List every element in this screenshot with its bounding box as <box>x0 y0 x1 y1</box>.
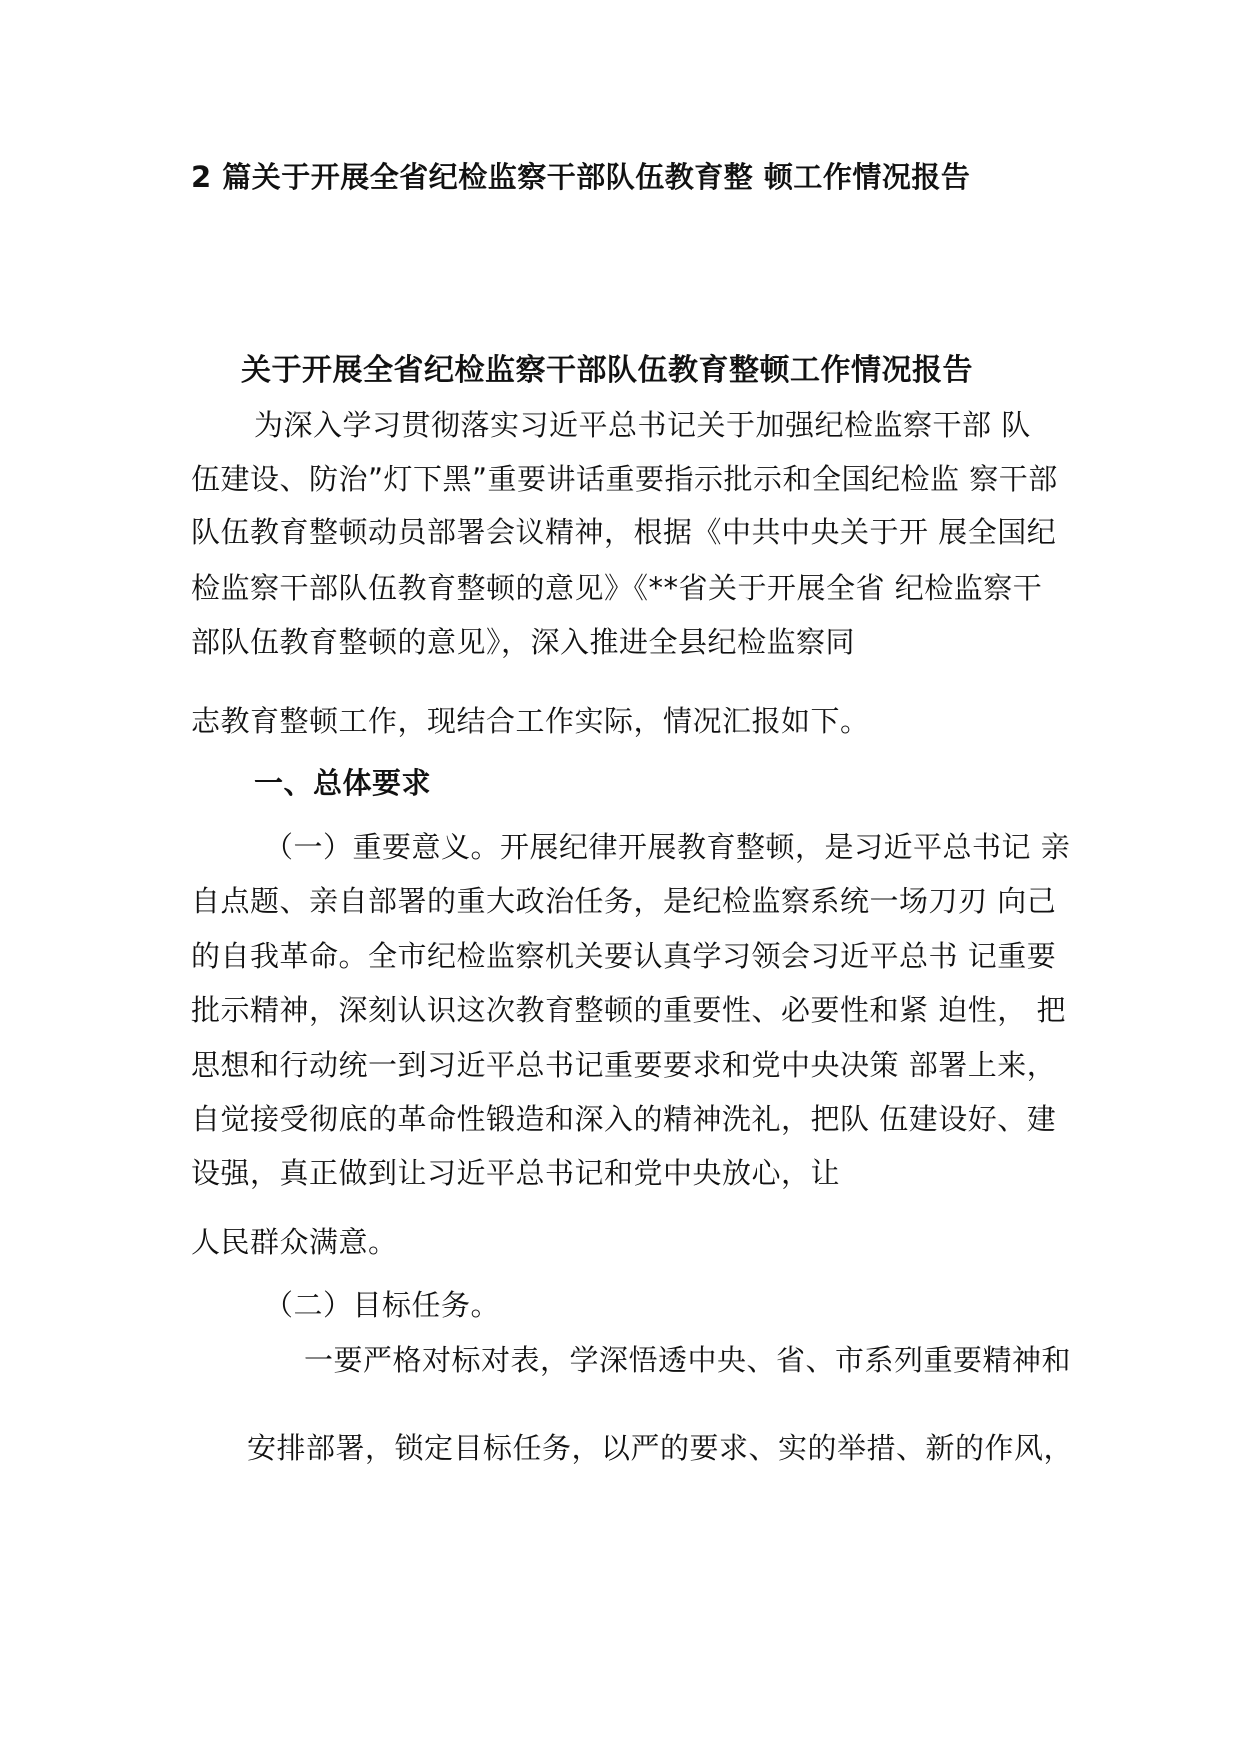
document-title: 2 篇关于开展全省纪检监察干部队伍教育整 顿工作情况报告 <box>191 160 971 194</box>
subsection-1-line-5: 思想和行动统一到习近平总书记重要要求和党中央决策 部署上来， <box>191 1048 1057 1082</box>
section-heading-1: 一、总体要求 <box>254 766 432 800</box>
subsection-1-line-2: 自点题、亲自部署的重大政治任务，是纪检监察系统一场刀刃 向己 <box>191 884 1057 918</box>
subsection-1-line-3: 的自我革命。全市纪检监察机关要认真学习领会习近平总书 记重要 <box>191 939 1057 973</box>
subsection-1-line-4: 批示精神，深刻认识这次教育整顿的重要性、必要性和紧 迫性， 把 <box>191 993 1066 1027</box>
subsection-2-line-1: 一要严格对标对表，学深悟透中央、省、市系列重要精神和 <box>304 1343 1072 1377</box>
subsection-2-heading: （二）目标任务。 <box>264 1288 501 1322</box>
subsection-2-line-2: 安排部署，锁定目标任务，以严的要求、实的举措、新的作风， <box>247 1431 1074 1465</box>
intro-line-4: 检监察干部队伍教育整顿的意见》《**省关于开展全省 纪检监察干 <box>191 571 1043 605</box>
intro-line-2: 伍建设、防治”灯下黑”重要讲话重要指示批示和全国纪检监 察干部 <box>191 462 1058 496</box>
intro-line-1: 为深入学习贯彻落实习近平总书记关于加强纪检监察干部 队 <box>254 408 1031 442</box>
subsection-1-line-6: 自觉接受彻底的革命性锻造和深入的精神洗礼，把队 伍建设好、建 <box>191 1102 1057 1136</box>
subsection-1-line-7: 设强，真正做到让习近平总书记和党中央放心，让 <box>191 1156 841 1190</box>
intro-line-6: 志教育整顿工作，现结合工作实际，情况汇报如下。 <box>191 704 870 738</box>
subsection-1-line-8: 人民群众满意。 <box>191 1225 398 1259</box>
report-title: 关于开展全省纪检监察干部队伍教育整顿工作情况报告 <box>241 353 973 388</box>
subsection-1-line-1: （一）重要意义。开展纪律开展教育整顿，是习近平总书记 亲 <box>264 830 1071 864</box>
intro-line-3: 队伍教育整顿动员部署会议精神，根据《中共中央关于开 展全国纪 <box>191 515 1057 549</box>
intro-line-5: 部队伍教育整顿的意见》，深入推进全县纪检监察同 <box>191 625 856 659</box>
